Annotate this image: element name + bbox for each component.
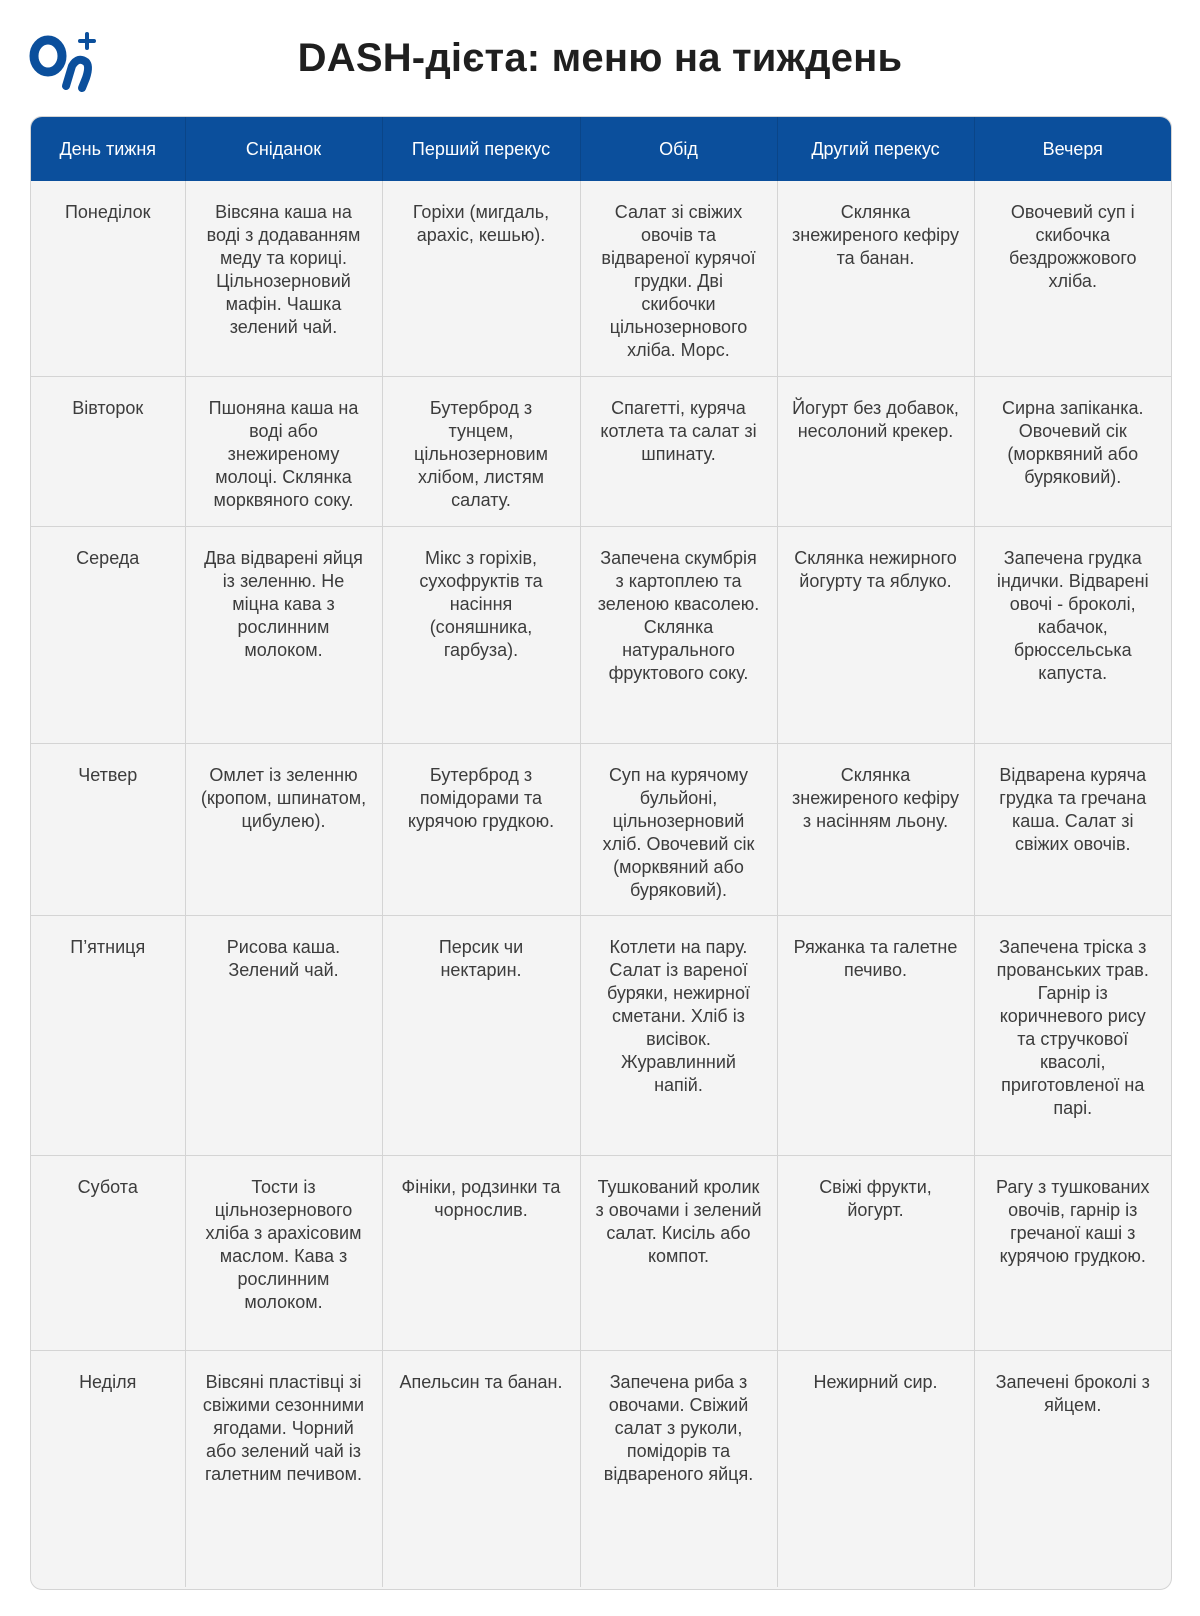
lunch-cell: Котлети на пару. Салат із вареної буряки, нежирної сметани. Хліб із висівок. Журавлинний напій.: [580, 915, 777, 1155]
second-snack-cell: Ряжанка та галетне печиво.: [777, 915, 974, 1155]
first-snack-cell: Бутерброд з помідорами та курячою грудкою.: [382, 743, 580, 915]
first-snack-cell: Апельсин та банан.: [382, 1350, 580, 1587]
column-header-breakfast: Сніданок: [185, 117, 382, 181]
dinner-cell: Запечена грудка індички. Відварені овочі - броколі, кабачок, брюссельська капуста.: [974, 526, 1171, 743]
breakfast-cell: Омлет із зеленню (кропом, шпинатом, цибулею).: [185, 743, 382, 915]
column-header-first-snack: Перший перекус: [382, 117, 580, 181]
table-row: [31, 376, 1171, 526]
day-cell: Понеділок: [31, 181, 185, 376]
table-row: [31, 1155, 1171, 1350]
lunch-cell: Салат зі свіжих овочів та відвареної курячої грудки. Дві скибочки цільнозернового хліба. Морс.: [580, 181, 777, 376]
second-snack-cell: Нежирний сир.: [777, 1350, 974, 1587]
lunch-cell: Запечена скумбрія з картоплею та зеленою квасолею. Склянка натурального фруктового соку.: [580, 526, 777, 743]
page-title: DASH-дієта: меню на тиждень: [297, 36, 903, 80]
dinner-cell: Запечена тріска з прованських трав. Гарнір із коричневого рису та стручкової квасолі, приготовленої на парі.: [974, 915, 1171, 1155]
first-snack-cell: Бутерброд з тунцем, цільнозерновим хлібом, листям салату.: [382, 376, 580, 526]
table-row: [31, 181, 1171, 376]
breakfast-cell: Два відварені яйця із зеленню. Не міцна кава з рослинним молоком.: [185, 526, 382, 743]
day-cell: Середа: [31, 526, 185, 743]
dinner-cell: Рагу з тушкованих овочів, гарнір із гречаної каші з курячою грудкою.: [974, 1155, 1171, 1350]
second-snack-cell: Склянка нежирного йогурту та яблуко.: [777, 526, 974, 743]
day-cell: Четвер: [31, 743, 185, 915]
column-header-dinner: Вечеря: [974, 117, 1171, 181]
lunch-cell: Тушкований кролик з овочами і зелений салат. Кисіль або компот.: [580, 1155, 777, 1350]
breakfast-cell: Вівсяна каша на воді з додаванням меду та кориці. Цільнозерновий мафін. Чашка зелений чай.: [185, 181, 382, 376]
second-snack-cell: Йогурт без добавок, несолоний крекер.: [777, 376, 974, 526]
table-row: [31, 915, 1171, 1155]
lunch-cell: Спагетті, куряча котлета та салат зі шпинату.: [580, 376, 777, 526]
menu-table: [30, 116, 1172, 1590]
second-snack-cell: Склянка знежиреного кефіру та банан.: [777, 181, 974, 376]
dinner-cell: Сирна запіканка. Овочевий сік (морквяний або буряковий).: [974, 376, 1171, 526]
first-snack-cell: Фініки, родзинки та чорнослив.: [382, 1155, 580, 1350]
breakfast-cell: Пшоняна каша на воді або знежиреному молоці. Склянка морквяного соку.: [185, 376, 382, 526]
column-header-lunch: Обід: [580, 117, 777, 181]
second-snack-cell: Свіжі фрукти, йогурт.: [777, 1155, 974, 1350]
day-cell: Субота: [31, 1155, 185, 1350]
second-snack-cell: Склянка знежиреного кефіру з насінням льону.: [777, 743, 974, 915]
column-header-second-snack: Другий перекус: [777, 117, 974, 181]
day-cell: П’ятниця: [31, 915, 185, 1155]
lunch-cell: Суп на курячому бульйоні, цільнозерновий хліб. Овочевий сік (морквяний або буряковий).: [580, 743, 777, 915]
table-row: [31, 1350, 1171, 1587]
first-snack-cell: Мікс з горіхів, сухофруктів та насіння (соняшника, гарбуза).: [382, 526, 580, 743]
first-snack-cell: Персик чи нектарин.: [382, 915, 580, 1155]
first-snack-cell: Горіхи (мигдаль, арахіс, кешью).: [382, 181, 580, 376]
table-row: [31, 743, 1171, 915]
breakfast-cell: Тости із цільнозернового хліба з арахісовим маслом. Кава з рослинним молоком.: [185, 1155, 382, 1350]
dinner-cell: Овочевий суп і скибочка бездрожжового хліба.: [1008, 202, 1137, 291]
lunch-cell: Запечена риба з овочами. Свіжий салат з руколи, помідорів та відвареного яйця.: [580, 1350, 777, 1587]
table-row: [31, 526, 1171, 743]
table-header-row: [31, 117, 1171, 181]
day-cell: Неділя: [31, 1350, 185, 1587]
breakfast-cell: Вівсяні пластівці зі свіжими сезонними ягодами. Чорний або зелений чай із галетним печивом.: [185, 1350, 382, 1587]
breakfast-cell: Рисова каша. Зелений чай.: [185, 915, 382, 1155]
dinner-cell: Відварена куряча грудка та гречана каша. Салат зі свіжих овочів.: [974, 743, 1171, 915]
column-header-day: День тижня: [31, 117, 185, 181]
day-cell: Вівторок: [31, 376, 185, 526]
dinner-cell: Запечені броколі з яйцем.: [974, 1350, 1171, 1587]
